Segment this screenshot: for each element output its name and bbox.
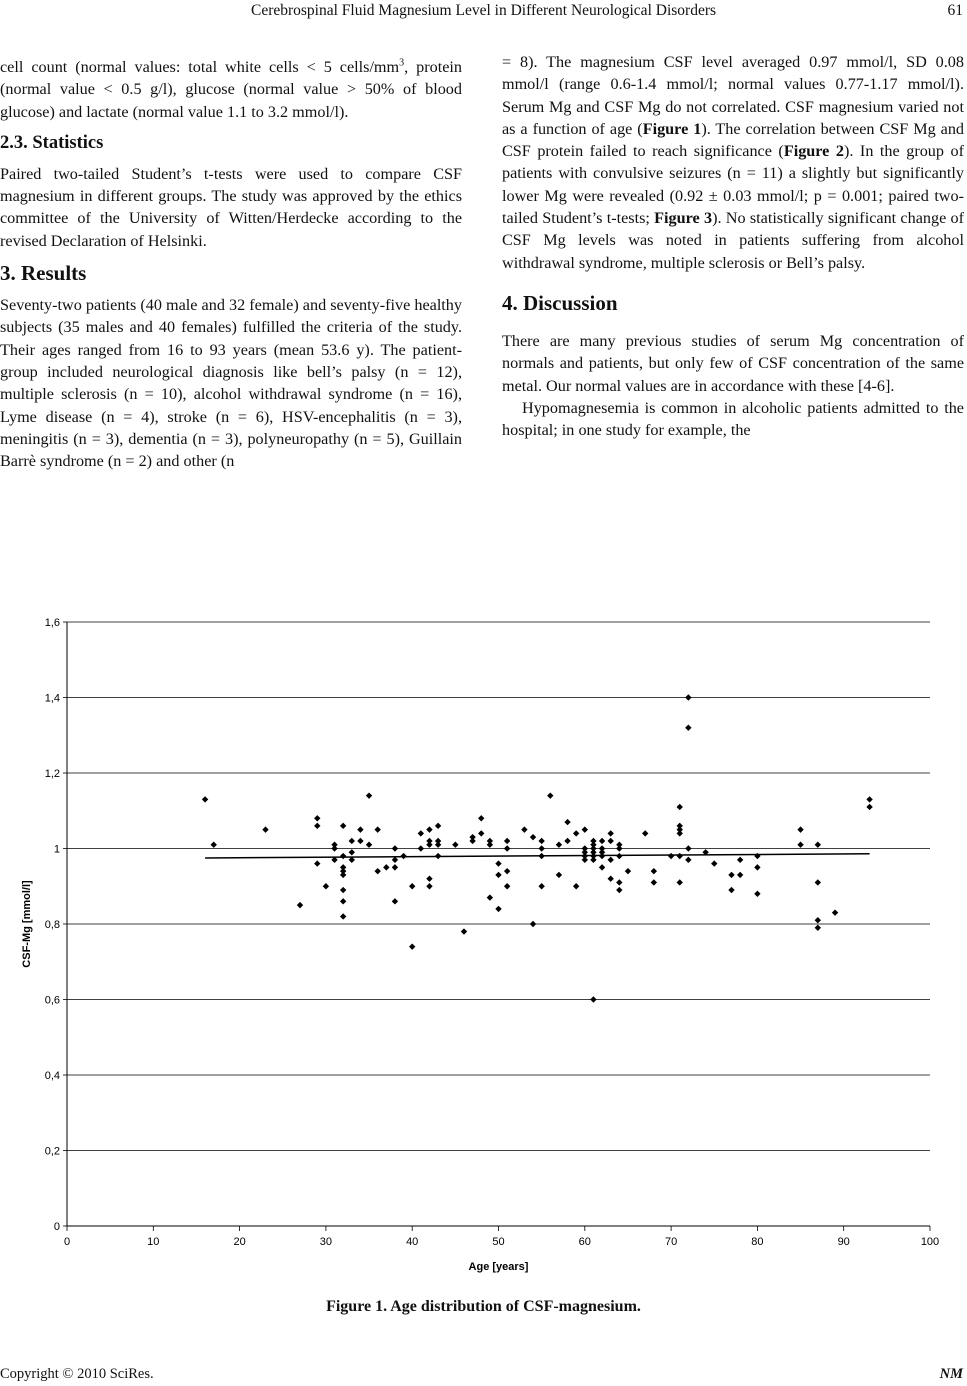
left-column bbox=[0, 56, 462, 472]
data-point-111 bbox=[677, 830, 683, 836]
data-point-51 bbox=[478, 815, 484, 821]
figure-caption: Figure 1. Age distribution of CSF-magnesium. bbox=[326, 1298, 641, 1315]
data-point-119 bbox=[711, 860, 717, 866]
chart-axes bbox=[63, 622, 930, 1231]
data-point-114 bbox=[685, 694, 691, 700]
data-point-108 bbox=[677, 804, 683, 810]
data-point-3 bbox=[297, 902, 303, 908]
data-point-72 bbox=[556, 872, 562, 878]
data-point-93 bbox=[599, 864, 605, 870]
data-point-127 bbox=[797, 826, 803, 832]
data-point-122 bbox=[737, 857, 743, 863]
trendline bbox=[205, 854, 870, 858]
data-point-4 bbox=[314, 815, 320, 821]
data-point-34 bbox=[409, 883, 415, 889]
y-tick-label-5: 1 bbox=[53, 843, 60, 856]
data-point-18 bbox=[340, 913, 346, 919]
data-point-30 bbox=[392, 857, 398, 863]
data-point-116 bbox=[685, 845, 691, 851]
data-point-121 bbox=[728, 887, 734, 893]
data-point-36 bbox=[418, 830, 424, 836]
data-point-67 bbox=[538, 845, 544, 851]
x-tick-label-5: 50 bbox=[492, 1236, 505, 1248]
data-point-61 bbox=[504, 868, 510, 874]
x-tick-label-1: 10 bbox=[147, 1236, 160, 1248]
data-point-62 bbox=[504, 883, 510, 889]
data-point-107 bbox=[668, 853, 674, 859]
data-point-45 bbox=[435, 842, 441, 848]
data-point-130 bbox=[815, 879, 821, 885]
data-point-133 bbox=[832, 909, 838, 915]
data-point-5 bbox=[314, 823, 320, 829]
running-title: Cerebrospinal Fluid Magnesium Level in Different Neurological Disorders bbox=[250, 2, 717, 19]
data-point-58 bbox=[495, 906, 501, 912]
data-point-17 bbox=[340, 898, 346, 904]
data-point-43 bbox=[435, 823, 441, 829]
heading-statistics: 2.3. Statistics bbox=[0, 132, 104, 153]
page-footer bbox=[0, 1366, 967, 1386]
journal-abbreviation: NM bbox=[939, 1366, 963, 1382]
paragraph-discussion-1: There are many previous studies of serum Mg concentration of normals and patients, but only few of CSF concentration of the same metal. Our normal values are in accordance with these [4-6]. bbox=[502, 331, 964, 395]
data-point-32 bbox=[392, 898, 398, 904]
data-point-101 bbox=[616, 879, 622, 885]
data-point-134 bbox=[866, 796, 872, 802]
data-point-48 bbox=[461, 928, 467, 934]
data-point-125 bbox=[754, 864, 760, 870]
data-point-71 bbox=[556, 842, 562, 848]
paragraph-results-continued: = 8). The magnesium CSF level averaged 0.97 mmol/l, SD 0.08 mmol/l (range 0.6-1.4 mmol/l; normal values 0.77-1.17 mmol/l). Serum Mg and CSF Mg do not correlated. CSF magnesium varied not as a function of age (Figure 1). The correlation between CSF Mg and CSF protein failed to reach significance (Figure 2). In the group of patients with convulsive seizures (n = 11) a slightly but significantly lower Mg were revealed (0.92 ± 0.03 mmol/l; p = 0.001; paired two-tailed Student’s t-tests; Figure 3). No statistically significant change of CSF Mg levels was noted in patients suffering from alcohol withdrawal syndrome, multiple sclerosis or Bell’s palsy. bbox=[502, 53, 965, 272]
data-point-26 bbox=[374, 826, 380, 832]
data-point-6 bbox=[314, 860, 320, 866]
chart-gridlines bbox=[67, 622, 930, 1151]
figure-1-reference[interactable]: Figure 1 bbox=[642, 119, 702, 138]
data-point-113 bbox=[677, 879, 683, 885]
trendline-layer bbox=[205, 854, 870, 858]
data-point-25 bbox=[366, 842, 372, 848]
data-point-22 bbox=[357, 826, 363, 832]
paragraph-results: Seventy-two patients (40 male and 32 female) and seventy-five healthy subjects (35 males and 40 females) fulfilled the criteria of the study. Their ages ranged from 16 to 93 years (mean 53.6 y). The patient-group included neurological diagnosis like bell’s palsy (n = 12), multiple sclerosis (n = 10), alcohol withdrawal syndrome (n = 16), Lyme disease (n = 4), stroke (n = 6), HSV-encephalitis (n = 3), meningitis (n = 3), dementia (n = 3), polyneuropathy (n = 5), Guillain Barrè syndrome (n = 2) and other (n bbox=[0, 296, 462, 471]
data-point-89 bbox=[599, 838, 605, 844]
data-point-88 bbox=[590, 996, 596, 1002]
data-point-64 bbox=[530, 834, 536, 840]
data-point-42 bbox=[426, 883, 432, 889]
data-point-28 bbox=[383, 864, 389, 870]
figure-1-scatter-chart bbox=[0, 600, 967, 1290]
data-point-105 bbox=[651, 868, 657, 874]
data-point-52 bbox=[478, 830, 484, 836]
data-point-96 bbox=[607, 857, 613, 863]
x-tick-labels bbox=[64, 1236, 939, 1248]
paragraph-discussion-2: Hypomagnesemia is common in alcoholic patients admitted to the hospital; in one study for example, the bbox=[502, 398, 964, 440]
data-point-54 bbox=[487, 842, 493, 848]
x-tick-label-2: 20 bbox=[233, 1236, 246, 1248]
paragraph-cell-count: cell count (normal values: total white cells < 5 cells/$mm^3$, protein (normal value < 0.5 g/l), glucose (normal value > 50% of blood glucose) and lactate (normal value 1.1 to 3.2 mmol/l). bbox=[0, 57, 462, 121]
y-tick-label-1: 0,2 bbox=[44, 1145, 60, 1158]
data-point-59 bbox=[504, 838, 510, 844]
y-tick-labels bbox=[45, 617, 60, 1233]
data-point-112 bbox=[677, 853, 683, 859]
y-tick-label-8: 1,6 bbox=[44, 617, 60, 629]
data-point-70 bbox=[547, 792, 553, 798]
x-tick-label-0: 0 bbox=[63, 1236, 71, 1248]
data-point-131 bbox=[815, 917, 821, 923]
data-point-126 bbox=[754, 891, 760, 897]
x-tick-label-10: 100 bbox=[920, 1236, 940, 1248]
data-point-63 bbox=[521, 826, 527, 832]
data-point-2 bbox=[262, 826, 268, 832]
data-point-0 bbox=[202, 796, 208, 802]
y-tick-label-3: 0,6 bbox=[44, 994, 60, 1007]
data-point-87 bbox=[590, 857, 596, 863]
data-point-76 bbox=[573, 883, 579, 889]
data-point-50 bbox=[469, 838, 475, 844]
data-point-102 bbox=[616, 887, 622, 893]
data-point-19 bbox=[349, 838, 355, 844]
heading-results: 3. Results bbox=[0, 261, 87, 286]
data-point-69 bbox=[538, 883, 544, 889]
data-point-75 bbox=[573, 830, 579, 836]
x-tick-label-8: 80 bbox=[751, 1236, 764, 1248]
data-point-23 bbox=[357, 838, 363, 844]
data-point-115 bbox=[685, 725, 691, 731]
data-point-117 bbox=[685, 857, 691, 863]
data-point-9 bbox=[331, 845, 337, 851]
data-point-1 bbox=[211, 842, 217, 848]
figure-3-reference[interactable]: Figure 3 bbox=[654, 209, 713, 228]
data-point-106 bbox=[651, 879, 657, 885]
x-tick-label-9: 90 bbox=[837, 1236, 850, 1248]
y-tick-label-0: 0 bbox=[53, 1221, 60, 1233]
data-point-57 bbox=[495, 872, 501, 878]
data-point-60 bbox=[504, 845, 510, 851]
x-tick-label-6: 60 bbox=[578, 1236, 591, 1248]
data-point-41 bbox=[426, 876, 432, 882]
x-tick-label-7: 70 bbox=[664, 1236, 678, 1248]
data-point-74 bbox=[564, 838, 570, 844]
data-point-132 bbox=[815, 925, 821, 931]
data-point-38 bbox=[426, 826, 432, 832]
data-point-77 bbox=[582, 826, 588, 832]
data-point-7 bbox=[323, 883, 329, 889]
y-tick-label-7: 1,4 bbox=[44, 692, 60, 705]
data-point-65 bbox=[530, 921, 536, 927]
figure-2-reference[interactable]: Figure 2 bbox=[783, 142, 844, 161]
y-axis-label: CSF-Mg [mmol/l] bbox=[21, 880, 33, 968]
data-point-37 bbox=[418, 845, 424, 851]
data-point-128 bbox=[797, 842, 803, 848]
data-point-31 bbox=[392, 864, 398, 870]
superscript-3: 3 bbox=[399, 57, 405, 69]
data-point-94 bbox=[607, 830, 613, 836]
data-point-27 bbox=[374, 868, 380, 874]
right-column bbox=[502, 53, 965, 441]
data-point-81 bbox=[582, 857, 588, 863]
data-point-73 bbox=[564, 819, 570, 825]
page-number: 61 bbox=[947, 2, 963, 19]
x-axis-label: Age [years] bbox=[468, 1261, 529, 1273]
data-point-99 bbox=[616, 845, 622, 851]
data-point-123 bbox=[737, 872, 743, 878]
data-point-16 bbox=[340, 887, 346, 893]
copyright-notice: Copyright © 2010 SciRes. bbox=[0, 1366, 154, 1382]
data-point-56 bbox=[495, 860, 501, 866]
data-point-47 bbox=[452, 842, 458, 848]
running-head bbox=[0, 0, 967, 24]
data-point-129 bbox=[815, 842, 821, 848]
y-tick-label-2: 0,4 bbox=[44, 1070, 60, 1082]
data-point-40 bbox=[426, 842, 432, 848]
data-point-35 bbox=[409, 943, 415, 949]
data-point-55 bbox=[487, 894, 493, 900]
x-tick-label-4: 40 bbox=[406, 1236, 419, 1248]
data-point-97 bbox=[607, 876, 613, 882]
y-tick-label-6: 1,2 bbox=[44, 768, 60, 780]
x-tick-label-3: 30 bbox=[319, 1236, 333, 1248]
data-point-15 bbox=[340, 872, 346, 878]
data-point-104 bbox=[642, 830, 648, 836]
data-point-120 bbox=[728, 872, 734, 878]
data-point-66 bbox=[538, 838, 544, 844]
y-tick-label-4: 0,8 bbox=[44, 919, 60, 931]
data-point-95 bbox=[607, 838, 613, 844]
data-point-24 bbox=[366, 792, 372, 798]
data-point-20 bbox=[349, 849, 355, 855]
data-point-12 bbox=[340, 853, 346, 859]
data-point-29 bbox=[392, 845, 398, 851]
paragraph-statistics: Paired two-tailed Student’s t-tests were used to compare CSF magnesium in different groups. The study was approved by the ethics committee of the University of Witten/Herdecke according to the revised Declaration of Helsinki. bbox=[0, 164, 462, 250]
data-point-103 bbox=[625, 868, 631, 874]
heading-discussion: 4. Discussion bbox=[502, 290, 618, 315]
data-point-11 bbox=[340, 823, 346, 829]
data-point-135 bbox=[866, 804, 872, 810]
